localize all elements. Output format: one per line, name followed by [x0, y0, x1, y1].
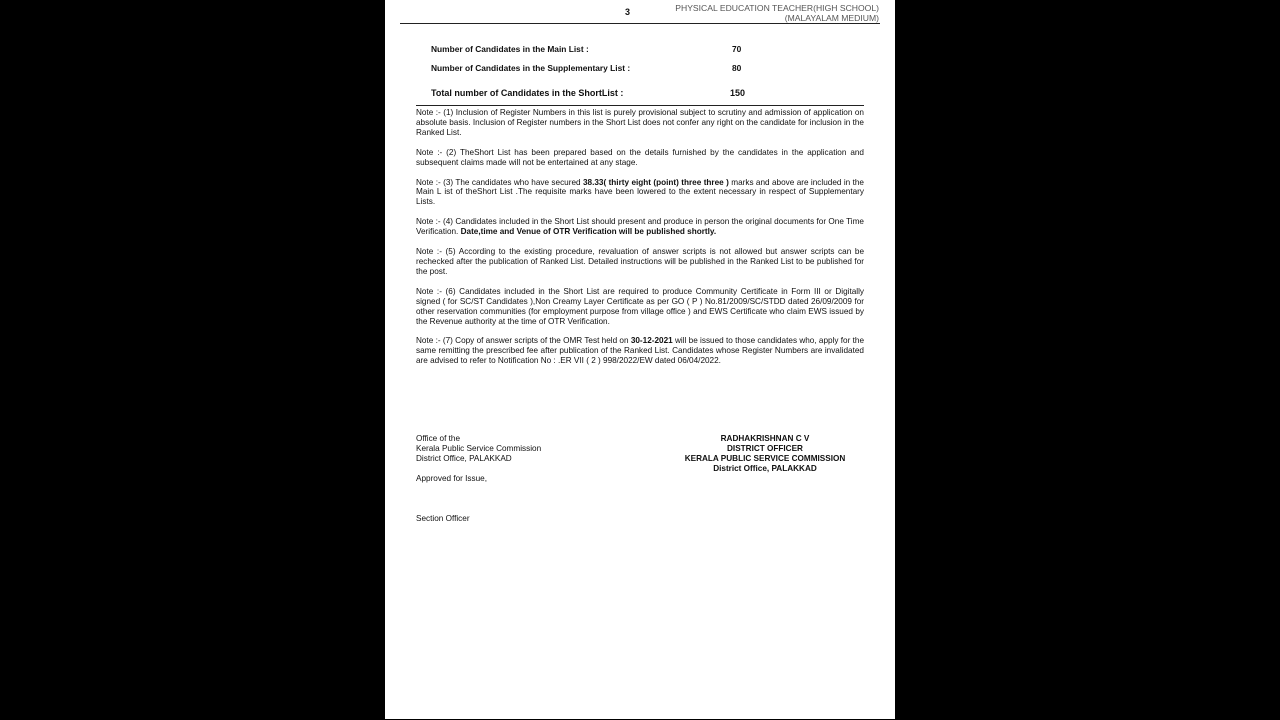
total-value: 150 [730, 88, 746, 98]
section-officer: Section Officer [416, 514, 470, 523]
office-line2: Kerala Public Service Commission [416, 444, 542, 453]
note-7 [416, 336, 864, 366]
supp-list-value: 80 [732, 63, 742, 73]
note-3-text-rest: marks and above are included in the Main L ist of theShort List .The requisite marks have been lowered to the extent necessary in respect of Supplementary Lists. [416, 177, 864, 207]
officer-designation: DISTRICT OFFICER [727, 444, 803, 453]
note-7-text-rest: will be issued to those candidates who, apply for the same remitting the prescribed fee after publication of the Ranked List. Candidates whose Register Numbers are invalidated are advised to refer to Notification No : .ER VII ( 2 ) 998/2022/EW dated 06/04/2022. [416, 336, 864, 366]
officer-signature [665, 434, 865, 474]
note-1: Note :- (1) Inclusion of Register Numbers in this list is purely provisional subject to scrutiny and admission of application on absolute basis. Inclusion of Register numbers in the Short List does not confer any right on the candidate for inclusion in the Ranked List. [416, 108, 864, 137]
post-title-line2: (MALAYALAM MEDIUM) [784, 13, 879, 23]
note-7-text: Note :- (7) Copy of answer scripts of the OMR Test held on [416, 336, 631, 346]
supp-list-label: Number of Candidates in the Supplementary List : [431, 63, 631, 73]
main-list-value: 70 [732, 44, 742, 54]
total-label: Total number of Candidates in the ShortList : [431, 88, 624, 98]
office-line1: Office of the [416, 434, 460, 443]
office-line3: District Office, PALAKKAD [416, 454, 512, 463]
post-title-line1: PHYSICAL EDUCATION TEACHER(HIGH SCHOOL) [675, 3, 879, 13]
officer-office: District Office, PALAKKAD [713, 464, 817, 473]
officer-name: RADHAKRISHNAN C V [720, 434, 810, 443]
header-rule [400, 23, 880, 24]
note-2: Note :- (2) TheShort List has been prepared based on the details furnished by the candidates in the application and subsequent claims made will not be entertained at any stage. [416, 147, 864, 167]
note-5: Note :- (5) According to the existing procedure, revaluation of answer scripts is not allowed but answer scripts can be rechecked after the publication of Ranked List. Detailed instructions will be published in the Ranked List to be published for the post. [416, 247, 864, 276]
note-3 [416, 178, 864, 208]
note-4-text: Note :- (4) Candidates included in the Short List should present and produce in person the original documents for One Time Verification. [416, 217, 864, 237]
office-address [416, 434, 541, 464]
page-number: 3 [625, 7, 631, 17]
note-4 [416, 217, 864, 237]
notes-section [416, 108, 864, 376]
note-6: Note :- (6) Candidates included in the Short List are required to produce Community Certificate in Form III or Digitally signed ( for SC/ST Candidates ),Non Creamy Layer Certificate as per GO ( P ) No.81/2009/SC/STDD dated 26/09/2009 for other reservation communities (for employment purpose from village office ) and EWS Certificate who claim EWS issued by the Revenue authority at the time of OTR Verification. [416, 286, 864, 326]
officer-org: KERALA PUBLIC SERVICE COMMISSION [684, 454, 846, 463]
document-page [385, 0, 895, 719]
total-rule [416, 105, 864, 106]
note-4-emphasis: Date,time and Venue of OTR Verification will be published shortly. [460, 227, 717, 237]
post-title [675, 3, 879, 23]
note-3-text: Note :- (3) The candidates who have secured [416, 177, 583, 187]
note-7-date: 30-12-2021 [630, 336, 673, 346]
note-3-cutoff: 38.33( thirty eight (point) three three ) [582, 177, 729, 187]
main-list-label: Number of Candidates in the Main List : [431, 44, 589, 54]
approved-for-issue: Approved for Issue, [416, 474, 487, 483]
